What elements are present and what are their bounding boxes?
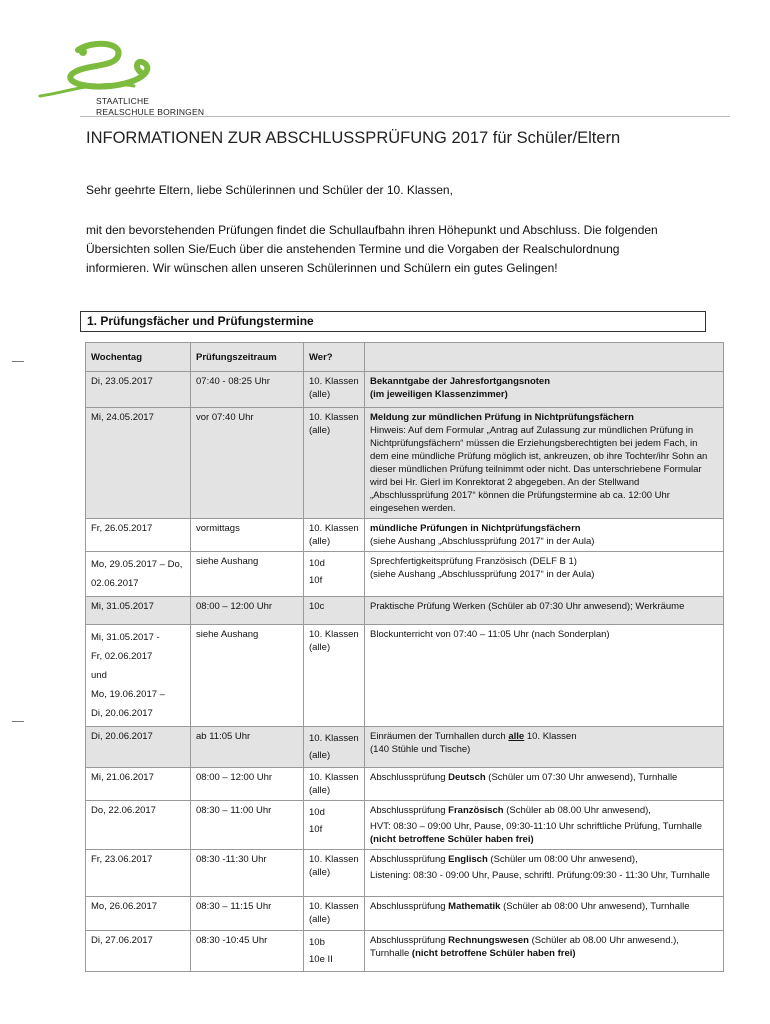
detail-note bbox=[370, 820, 718, 846]
table-row bbox=[86, 931, 724, 972]
detail-title: Bekanntgabe der Jahresfortgangsnoten bbox=[370, 376, 551, 387]
detail-emphasis: Mathematik bbox=[448, 901, 501, 912]
col-header-day: Wochentag bbox=[86, 343, 191, 372]
page-title: INFORMATIONEN ZUR ABSCHLUSSPRÜFUNG 2017 für Schüler/Eltern bbox=[86, 129, 621, 147]
who-line: 10e II bbox=[309, 954, 333, 965]
cell-who: 10. Klassen (alle) bbox=[304, 850, 365, 897]
detail-text: Abschlussprüfung bbox=[370, 901, 449, 912]
cell-details bbox=[365, 768, 724, 801]
day-line: und bbox=[91, 670, 107, 681]
table-row bbox=[86, 372, 724, 408]
cell-details bbox=[365, 519, 724, 552]
detail-text: Abschlussprüfung bbox=[370, 805, 449, 816]
cell-details: Praktische Prüfung Werken (Schüler ab 07:30 Uhr anwesend); Werkräume bbox=[365, 597, 724, 625]
who-line: 10f bbox=[309, 824, 323, 835]
day-line: Fr, 02.06.2017 bbox=[91, 651, 153, 662]
detail-title: Meldung zur mündlichen Prüfung in Nichtprüfungsfächern bbox=[370, 412, 634, 423]
detail-note: (im jeweiligen Klassenzimmer) bbox=[370, 389, 508, 400]
cell-time: ab 11:05 Uhr bbox=[191, 727, 304, 768]
detail-title: Sprechfertigkeitsprüfung Französisch (DELF B 1) bbox=[370, 556, 577, 567]
cell-who: 10c bbox=[304, 597, 365, 625]
cell-who: 10. Klassen (alle) bbox=[304, 408, 365, 519]
detail-note: (140 Stühle und Tische) bbox=[370, 744, 471, 755]
cell-day: Mi, 24.05.2017 bbox=[86, 408, 191, 519]
cell-who: 10. Klassen (alle) bbox=[304, 897, 365, 931]
table-row bbox=[86, 519, 724, 552]
detail-emphasis: Rechnungswesen bbox=[448, 935, 529, 946]
cell-time: 08:30 – 11:15 Uhr bbox=[191, 897, 304, 931]
cell-details bbox=[365, 408, 724, 519]
detail-emphasis: Französisch bbox=[448, 805, 504, 816]
detail-emphasis: (nicht betroffene Schüler haben frei) bbox=[411, 948, 576, 959]
margin-mark bbox=[12, 721, 24, 722]
cell-who: 10. Klassen (alle) bbox=[304, 768, 365, 801]
cell-time: 08:30 – 11:00 Uhr bbox=[191, 801, 304, 850]
who-line: 10d bbox=[309, 558, 325, 569]
cell-who: 10. Klassen (alle) bbox=[304, 519, 365, 552]
school-name bbox=[96, 96, 204, 118]
cell-details bbox=[365, 931, 724, 972]
table-row bbox=[86, 897, 724, 931]
cell-day: Di, 20.06.2017 bbox=[86, 727, 191, 768]
cell-details bbox=[365, 727, 724, 768]
detail-title bbox=[370, 853, 718, 866]
detail-text: (Schüler um 07:30 Uhr anwesend), Turnhalle bbox=[485, 772, 678, 783]
cell-details bbox=[365, 801, 724, 850]
detail-note: Listening: 08:30 - 09:00 Uhr, Pause, schriftl. Prüfung:09:30 - 11:30 Uhr, Turnhalle bbox=[370, 870, 710, 881]
cell-details bbox=[365, 372, 724, 408]
cell-day: Di, 23.05.2017 bbox=[86, 372, 191, 408]
detail-text: HVT: 08:30 – 09:00 Uhr, Pause, 09:30-11:10 Uhr schriftliche Prüfung, Turnhalle bbox=[370, 821, 702, 832]
detail-title: mündliche Prüfungen in Nichtprüfungsfächern bbox=[370, 523, 581, 534]
cell-details bbox=[365, 850, 724, 897]
section-title: 1. Prüfungsfächer und Prüfungstermine bbox=[87, 314, 314, 328]
cell-day: Di, 27.06.2017 bbox=[86, 931, 191, 972]
table-row bbox=[86, 727, 724, 768]
table-row bbox=[86, 597, 724, 625]
detail-text: Abschlussprüfung bbox=[370, 772, 449, 783]
col-header-details bbox=[365, 343, 724, 372]
detail-note: Hinweis: Auf dem Formular „Antrag auf Zulassung zur mündlichen Prüfung in Nichtprüfungsfächern“ müssen die Erziehungsberechtigten bei jedem Fach, in dem eine mündliche Prüfung möglich ist, ankreuzen, ob ihre Tochter/ihr Sohn an dieser mündlichen Prüfung teilnimmt oder nicht. Das unterschriebene Formular wird bei Hr. Gierl im Konrektorat 2 abgegeben. An der Stellwand „Abschlussprüfung 2017“ können die Prüfungstermine ab ca. 12:00 Uhr eingesehen werden. bbox=[370, 425, 708, 514]
day-line: Di, 20.06.2017 bbox=[91, 708, 153, 719]
cell-who bbox=[304, 801, 365, 850]
col-header-time: Prüfungszeitraum bbox=[191, 343, 304, 372]
table-row bbox=[86, 625, 724, 727]
detail-text: 10. Klassen bbox=[524, 731, 577, 742]
cell-details bbox=[365, 897, 724, 931]
detail-text: Abschlussprüfung bbox=[370, 854, 449, 865]
cell-day: Mi, 21.06.2017 bbox=[86, 768, 191, 801]
detail-text: (Schüler ab 08.00 Uhr anwesend.), Turnhalle bbox=[370, 935, 679, 959]
cell-time: 08:30 -11:30 Uhr bbox=[191, 850, 304, 897]
cell-who: 10. Klassen (alle) bbox=[304, 372, 365, 408]
school-name-line1: STAATLICHE bbox=[96, 96, 150, 106]
schedule-table bbox=[85, 342, 724, 972]
cell-who: 10. Klassen (alle) bbox=[304, 727, 365, 768]
cell-details: Blockunterricht von 07:40 – 11:05 Uhr (nach Sonderplan) bbox=[365, 625, 724, 727]
cell-day: Fr, 23.06.2017 bbox=[86, 850, 191, 897]
school-name-line2: REALSCHULE BORINGEN bbox=[96, 107, 205, 117]
table-header-row bbox=[86, 343, 724, 372]
cell-time: 08:00 – 12:00 Uhr bbox=[191, 597, 304, 625]
detail-text: (Schüler ab 08:00 Uhr anwesend), Turnhalle bbox=[500, 901, 690, 912]
cell-day: Do, 22.06.2017 bbox=[86, 801, 191, 850]
day-line: Mi, 31.05.2017 - bbox=[91, 632, 160, 643]
detail-emphasis: Deutsch bbox=[448, 772, 486, 783]
cell-time: vormittags bbox=[191, 519, 304, 552]
cell-who bbox=[304, 552, 365, 597]
day-line: Mo, 19.06.2017 – bbox=[91, 689, 165, 700]
cell-time: 07:40 - 08:25 Uhr bbox=[191, 372, 304, 408]
greeting: Sehr geehrte Eltern, liebe Schülerinnen und Schüler der 10. Klassen, bbox=[86, 183, 453, 197]
cell-time: 08:30 -10:45 Uhr bbox=[191, 931, 304, 972]
col-header-who: Wer? bbox=[304, 343, 365, 372]
who-line: 10f bbox=[309, 575, 323, 586]
cell-who bbox=[304, 931, 365, 972]
cell-who: 10. Klassen (alle) bbox=[304, 625, 365, 727]
table-row bbox=[86, 850, 724, 897]
header-divider bbox=[80, 116, 730, 117]
detail-title bbox=[370, 730, 718, 743]
cell-time: vor 07:40 Uhr bbox=[191, 408, 304, 519]
detail-emphasis: alle bbox=[508, 731, 525, 742]
detail-text: Abschlussprüfung bbox=[370, 935, 449, 946]
cell-day bbox=[86, 625, 191, 727]
table-row bbox=[86, 768, 724, 801]
section-heading-box bbox=[80, 311, 706, 332]
cell-day: Fr, 26.05.2017 bbox=[86, 519, 191, 552]
who-line: 10b bbox=[309, 937, 325, 948]
cell-day: Mi, 31.05.2017 bbox=[86, 597, 191, 625]
cell-time: siehe Aushang bbox=[191, 625, 304, 727]
detail-emphasis: Englisch bbox=[448, 854, 488, 865]
detail-note: (siehe Aushang „Abschlussprüfung 2017“ in der Aula) bbox=[370, 569, 595, 580]
detail-text: (Schüler um 08:00 Uhr anwesend), bbox=[487, 854, 638, 865]
detail-emphasis: (nicht betroffene Schüler haben frei) bbox=[370, 834, 534, 845]
table-row bbox=[86, 801, 724, 850]
cell-time: 08:00 – 12:00 Uhr bbox=[191, 768, 304, 801]
margin-mark bbox=[12, 361, 24, 362]
cell-details bbox=[365, 552, 724, 597]
cell-time: siehe Aushang bbox=[191, 552, 304, 597]
detail-text: (Schüler ab 08.00 Uhr anwesend), bbox=[503, 805, 651, 816]
cell-day: Mo, 26.06.2017 bbox=[86, 897, 191, 931]
detail-title bbox=[370, 804, 718, 817]
intro-paragraph: mit den bevorstehenden Prüfungen findet die Schullaufbahn ihren Höhepunkt und Abschluss. Die folgenden Übersichten sollen Sie/Euch über die anstehenden Termine und die Vorgaben der Realschulordnung informieren. Wir wünschen allen unseren Schülerinnen und Schülern ein gutes Gelingen! bbox=[86, 223, 658, 275]
cell-day: Mo, 29.05.2017 – Do, 02.06.2017 bbox=[86, 552, 191, 597]
detail-note: (siehe Aushang „Abschlussprüfung 2017“ in der Aula) bbox=[370, 536, 595, 547]
table-row bbox=[86, 408, 724, 519]
who-line: 10d bbox=[309, 807, 325, 818]
table-row bbox=[86, 552, 724, 597]
detail-text: Einräumen der Turnhallen durch bbox=[370, 731, 509, 742]
